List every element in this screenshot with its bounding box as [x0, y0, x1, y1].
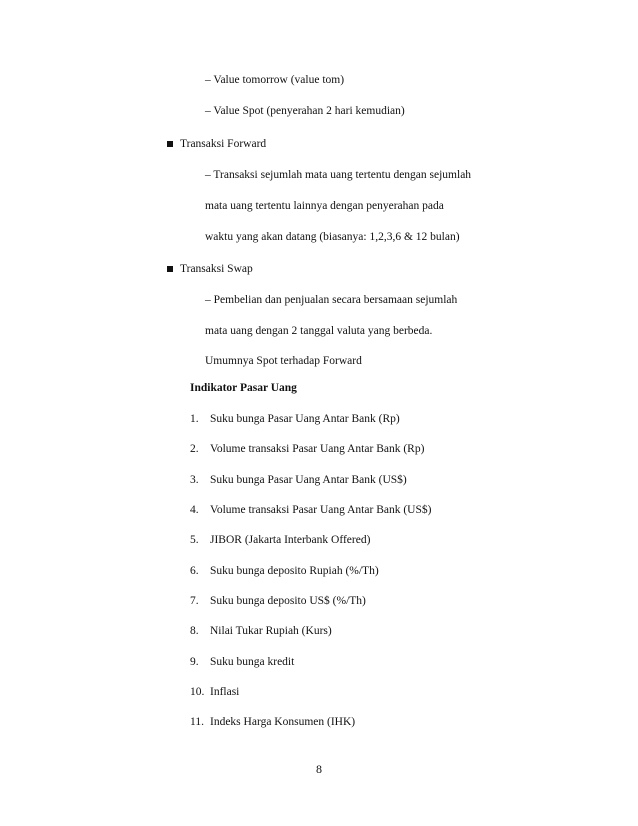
list-item: Inflasi	[210, 686, 240, 698]
square-bullet-icon	[167, 141, 173, 147]
list-item-number: 2.	[190, 443, 199, 455]
list-item: Nilai Tukar Rupiah (Kurs)	[210, 625, 332, 637]
list-item: Suku bunga deposito Rupiah (%/Th)	[210, 565, 379, 577]
list-item-number: 1.	[190, 413, 199, 425]
swap-title: Transaksi Swap	[180, 263, 253, 275]
forward-desc-line-3: waktu yang akan datang (biasanya: 1,2,3,6 & 12 bulan)	[205, 231, 460, 243]
list-item: Suku bunga Pasar Uang Antar Bank (US$)	[210, 474, 407, 486]
list-item-number: 7.	[190, 595, 199, 607]
value-spot-line: – Value Spot (penyerahan 2 hari kemudian)	[205, 105, 405, 117]
list-item: Indeks Harga Konsumen (IHK)	[210, 716, 356, 728]
list-item: Suku bunga deposito US$ (%/Th)	[210, 595, 366, 607]
list-item-number: 4.	[190, 504, 199, 516]
square-bullet-icon	[167, 266, 173, 272]
swap-desc-line-2: mata uang dengan 2 tanggal valuta yang berbeda.	[205, 325, 433, 337]
forward-desc-line-2: mata uang tertentu lainnya dengan penyerahan pada	[205, 200, 444, 212]
list-item: Volume transaksi Pasar Uang Antar Bank (Rp)	[210, 443, 425, 455]
list-item-number: 5.	[190, 534, 199, 546]
value-tom-line: – Value tomorrow (value tom)	[205, 74, 345, 86]
list-item: JIBOR (Jakarta Interbank Offered)	[210, 534, 371, 546]
list-item-number: 10.	[190, 686, 205, 698]
list-item-number: 8.	[190, 625, 199, 637]
list-item: Suku bunga Pasar Uang Antar Bank (Rp)	[210, 413, 400, 425]
list-item-number: 3.	[190, 474, 199, 486]
forward-title: Transaksi Forward	[180, 138, 267, 150]
list-item: Volume transaksi Pasar Uang Antar Bank (US$)	[210, 504, 432, 516]
list-item-number: 9.	[190, 656, 199, 668]
swap-desc-line-3: Umumnya Spot terhadap Forward	[205, 355, 362, 367]
page-number: 8	[316, 762, 322, 776]
list-item: Suku bunga kredit	[210, 656, 295, 668]
indicators-heading: Indikator Pasar Uang	[190, 382, 297, 394]
list-item-number: 6.	[190, 565, 199, 577]
swap-desc-line-1: – Pembelian dan penjualan secara bersamaan sejumlah	[205, 294, 458, 306]
forward-desc-line-1: – Transaksi sejumlah mata uang tertentu dengan sejumlah	[205, 169, 472, 181]
list-item-number: 11.	[190, 716, 204, 728]
